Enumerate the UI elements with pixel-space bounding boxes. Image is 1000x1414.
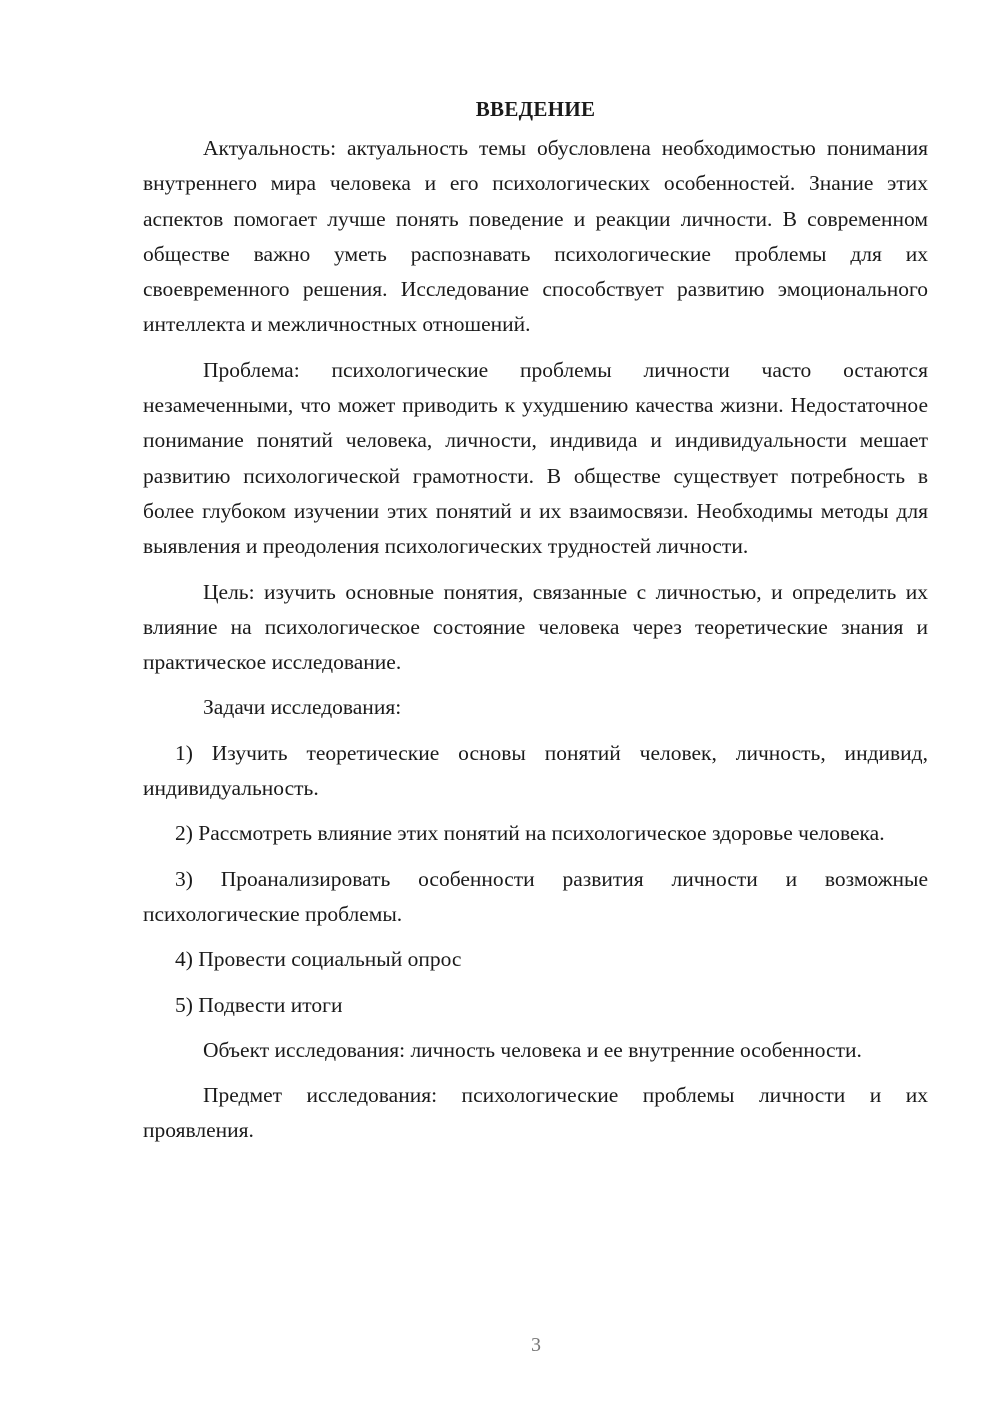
task-item-1: 1) Изучить теоретические основы понятий человек, личность, индивид, индивидуальность. bbox=[143, 740, 928, 801]
task-item-4: 4) Провести социальный опрос bbox=[175, 947, 462, 972]
tasks-heading: Задачи исследования: bbox=[203, 695, 402, 720]
paragraph-goal: Цель: изучить основные понятия, связанные с личностью, и определить их влияние на психологическое состояние человека через теоретические знания и практическое исследование. bbox=[143, 579, 928, 675]
document-page bbox=[143, 92, 928, 1159]
paragraph-relevance: Актуальность: актуальность темы обусловлена необходимостью понимания внутреннего мира человека и его психологических особенностей. Знание этих аспектов помогает лучше понять поведение и реакции личности. В современном обществе важно уметь распознавать психологические проблемы для их своевременного решения. Исследование способствует развитию эмоционального интеллекта и межличностных отношений. bbox=[143, 136, 928, 337]
task-item-3: 3) Проанализировать особенности развития личности и возможные психологические проблемы. bbox=[143, 866, 928, 926]
page-number: 3 bbox=[531, 1334, 541, 1356]
section-title: ВВЕДЕНИЕ bbox=[475, 97, 596, 121]
paragraph-subject: Предмет исследования: психологические проблемы личности и их проявления. bbox=[143, 1083, 928, 1143]
task-item-5: 5) Подвести итоги bbox=[175, 992, 343, 1017]
paragraph-problem: Проблема: психологические проблемы личности часто остаются незамеченными, что может приводить к ухудшению качества жизни. Недостаточное понимание понятий человека, личности, индивида и индивидуальности мешает развитию психологической грамотности. В обществе существует потребность в более глубоком изучении этих понятий и их взаимосвязи. Необходимы методы для выявления и преодоления психологических трудностей личности. bbox=[143, 357, 928, 559]
paragraph-object: Объект исследования: личность человека и ее внутренние особенности. bbox=[203, 1037, 862, 1062]
task-item-2: 2) Рассмотреть влияние этих понятий на психологическое здоровье человека. bbox=[175, 821, 885, 846]
